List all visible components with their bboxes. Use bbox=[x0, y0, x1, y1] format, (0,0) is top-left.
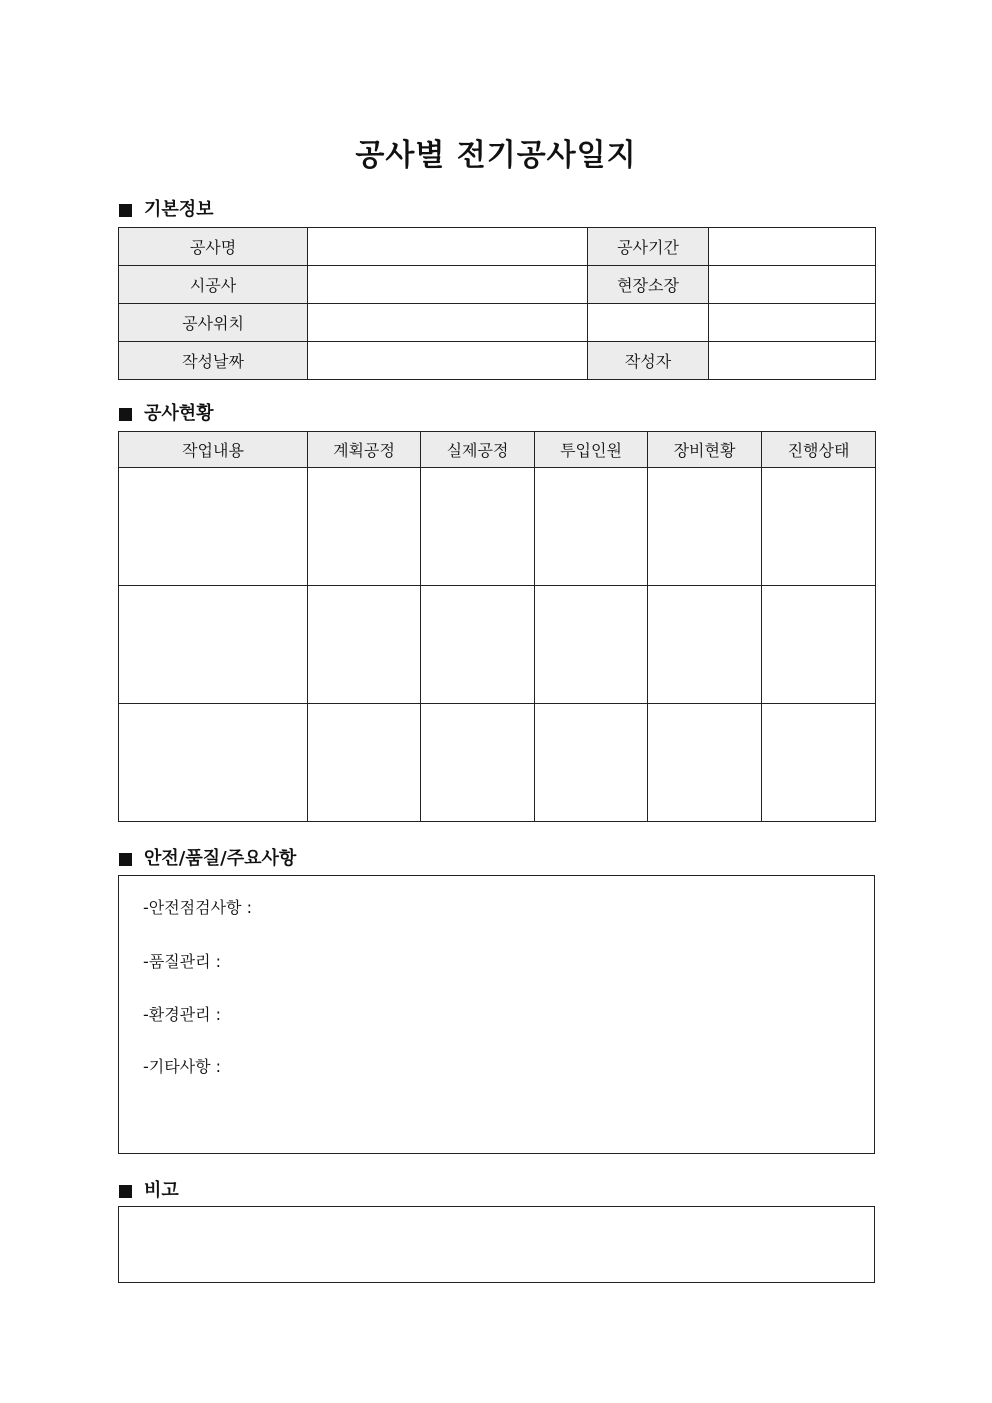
table-row bbox=[119, 704, 876, 822]
header-equipment: 장비현황 bbox=[648, 432, 762, 468]
header-workers: 투입인원 bbox=[535, 432, 648, 468]
status-table bbox=[118, 431, 876, 822]
table-cell[interactable] bbox=[119, 586, 308, 704]
table-cell[interactable] bbox=[648, 704, 762, 822]
author-field[interactable] bbox=[709, 342, 876, 380]
header-actual-progress: 실제공정 bbox=[421, 432, 535, 468]
note-quality-control: -품질관리 : bbox=[143, 952, 222, 971]
site-manager-field[interactable] bbox=[709, 266, 876, 304]
table-row bbox=[119, 342, 876, 380]
table-row bbox=[119, 266, 876, 304]
table-row bbox=[119, 304, 876, 342]
basic-info-table bbox=[118, 227, 876, 380]
table-row bbox=[119, 228, 876, 266]
table-cell[interactable] bbox=[119, 468, 308, 586]
table-cell[interactable] bbox=[535, 586, 648, 704]
table-row bbox=[119, 468, 876, 586]
date-label: 작성날짜 bbox=[119, 342, 308, 380]
table-cell[interactable] bbox=[308, 704, 421, 822]
remarks-box[interactable] bbox=[118, 1206, 875, 1283]
square-bullet-icon bbox=[119, 204, 132, 217]
header-planned-progress: 계획공정 bbox=[308, 432, 421, 468]
header-work-content: 작업내용 bbox=[119, 432, 308, 468]
table-cell[interactable] bbox=[648, 468, 762, 586]
note-other-matters: -기타사항 : bbox=[143, 1057, 222, 1076]
section-remarks-label: 비고 bbox=[144, 1180, 179, 1201]
table-cell[interactable] bbox=[308, 586, 421, 704]
project-name-label: 공사명 bbox=[119, 228, 308, 266]
section-basic-info-label: 기본정보 bbox=[144, 199, 214, 220]
table-cell[interactable] bbox=[421, 468, 535, 586]
section-basic-info bbox=[119, 199, 214, 221]
section-status bbox=[119, 403, 214, 425]
note-environment-control: -환경관리 : bbox=[143, 1005, 222, 1024]
table-cell[interactable] bbox=[762, 586, 876, 704]
site-manager-label: 현장소장 bbox=[588, 266, 709, 304]
section-remarks bbox=[119, 1180, 179, 1202]
table-cell[interactable] bbox=[421, 704, 535, 822]
table-cell[interactable] bbox=[119, 704, 308, 822]
section-safety-quality bbox=[119, 848, 296, 870]
table-cell[interactable] bbox=[308, 468, 421, 586]
table-header-row bbox=[119, 432, 876, 468]
table-cell[interactable] bbox=[648, 586, 762, 704]
location-field[interactable] bbox=[308, 304, 588, 342]
table-cell[interactable] bbox=[762, 704, 876, 822]
table-cell[interactable] bbox=[535, 704, 648, 822]
table-cell[interactable] bbox=[421, 586, 535, 704]
table-row bbox=[119, 586, 876, 704]
square-bullet-icon bbox=[119, 1185, 132, 1198]
square-bullet-icon bbox=[119, 853, 132, 866]
blank-cell[interactable] bbox=[709, 304, 876, 342]
section-safety-quality-label: 안전/품질/주요사항 bbox=[144, 848, 297, 869]
page-title: 공사별 전기공사일지 bbox=[355, 138, 637, 173]
project-name-field[interactable] bbox=[308, 228, 588, 266]
section-status-label: 공사현황 bbox=[144, 403, 214, 424]
table-cell[interactable] bbox=[535, 468, 648, 586]
period-label: 공사기간 bbox=[588, 228, 709, 266]
contractor-field[interactable] bbox=[308, 266, 588, 304]
contractor-label: 시공사 bbox=[119, 266, 308, 304]
blank-cell[interactable] bbox=[588, 304, 709, 342]
table-cell[interactable] bbox=[762, 468, 876, 586]
date-field[interactable] bbox=[308, 342, 588, 380]
author-label: 작성자 bbox=[588, 342, 709, 380]
header-progress-status: 진행상태 bbox=[762, 432, 876, 468]
location-label: 공사위치 bbox=[119, 304, 308, 342]
note-safety-inspection: -안전점검사항 : bbox=[143, 898, 252, 917]
period-field[interactable] bbox=[709, 228, 876, 266]
square-bullet-icon bbox=[119, 408, 132, 421]
safety-notes-box[interactable] bbox=[118, 875, 875, 1154]
